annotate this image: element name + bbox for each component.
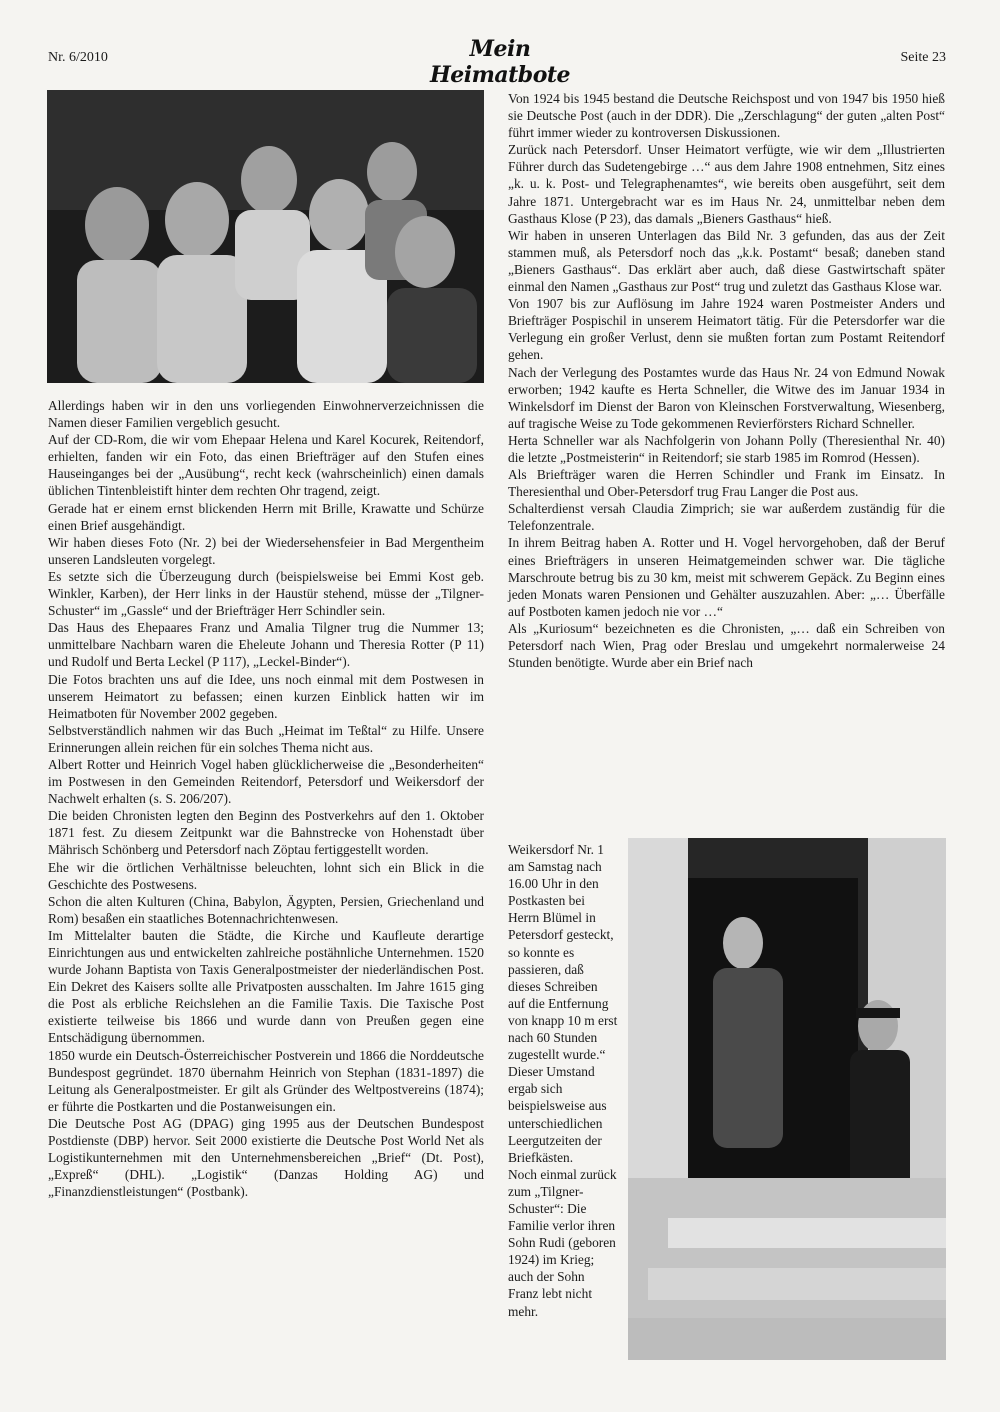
- paragraph: Weikersdorf Nr. 1 am Samstag nach 16.00 Uhr in den Postkasten bei Herrn Blümel in Petersdorf gesteckt, so konnte es passieren, daß dieses Schreiben auf die Entfernung von knapp 10 m erst nach 60 Stunden zugestellt wurde.“: [508, 842, 618, 1063]
- paragraph: Dieser Umstand ergab sich beispielsweise aus unterschiedlichen Leergutzeiten der Briefkästen.: [508, 1064, 607, 1165]
- paragraph: Gerade hat er einem ernst blickenden Herrn mit Brille, Krawatte und Schürze einen Brief ausgehändigt.: [48, 500, 484, 533]
- paragraph: Schalterdienst versah Claudia Zimprich; sie war außerdem zuständig für die Telefonzentrale.: [508, 501, 945, 534]
- paragraph: In ihrem Beitrag haben A. Rotter und H. Vogel hervorgehoben, daß der Beruf eines Briefträgers in unseren Heimatgemeinden schwer war. Die tägliche Marschroute betrug bis zu 30 km, meist mit schwerem Gepäck. Zu Beginn eines jeden Monats waren Pensionen und Gehälter auszuzahlen. Aber: „… Überfälle auf Postboten kamen jedoch nie vor …“: [508, 535, 945, 619]
- paragraph: Selbstverständlich nahmen wir das Buch „Heimat im Teßtal“ zu Hilfe. Unsere Erinnerungen allein reichen für ein solches Thema nicht aus.: [48, 722, 484, 755]
- left-text-column: [48, 397, 484, 1200]
- paragraph: Es setzte sich die Überzeugung durch (beispielsweise bei Emmi Kost geb. Winkler, Karben), der Herr links in der Haustür stehend, müsse der „Tilgner-Schuster“ im „Gassle“ und der Briefträger Herr Schindler sein.: [48, 568, 484, 619]
- postman-photo-image: [628, 838, 946, 1360]
- issue-number: Nr. 6/2010: [48, 50, 108, 65]
- children-group-photo: [47, 90, 484, 383]
- children-photo-image: [47, 90, 484, 383]
- paragraph: Von 1907 bis zur Auflösung im Jahre 1924 waren Postmeister Anders und Briefträger Pospischil in unserem Heimatort tätig. Für die Petersdorfer war die Verlegung ein großer Verlust, denn sie mußten fortan zum Postamt Reitendorf gehen.: [508, 296, 945, 363]
- paragraph: Von 1924 bis 1945 bestand die Deutsche Reichspost und von 1947 bis 1950 hieß sie Deutsche Post (auch in der DDR). Die „Zerschlagung“ der guten „alten Post“ führt immer wieder zu kontroversen Diskussionen.: [508, 91, 945, 141]
- paragraph: Auf der CD-Rom, die wir vom Ehepaar Helena und Karel Kocurek, Reitendorf, erhielten, fanden wir ein Foto, das einen Briefträger auf den Stufen eines Hauseinganges bei der „Ausübung“, recht keck (wahrscheinlich) einen damals üblichen Tintenbleistift hinter dem rechten Ohr tragend, zeigt.: [48, 432, 484, 499]
- paragraph: 1850 wurde ein Deutsch-Österreichischer Postverein und 1866 die Norddeutsche Bundespost gegründet. 1870 übernahm Heinrich von Stephan (1831-1897) die Leitung als Generalpostmeister. Er gilt als Gründer des Weltpostvereins (1874); er führte die Postkarten und die Postanweisungen ein.: [48, 1047, 484, 1114]
- paragraph: Die Fotos brachten uns auf die Idee, uns noch einmal mit dem Postwesen in unserem Heimatort zu befassen; einen kurzen Einblick hatten wir im Heimatboten für November 2002 gegeben.: [48, 671, 484, 721]
- paragraph: Noch einmal zurück zum „Tilgner-Schuster“: Die Familie verlor ihren Sohn Rudi (geboren 1924) im Krieg; auch der Sohn Franz lebt nicht mehr.: [508, 1166, 617, 1319]
- paragraph: Das Haus des Ehepaares Franz und Amalia Tilgner trug die Nummer 13; unmittelbare Nachbarn waren die Eheleute Johann und Theresia Rotter (P 11) und Rudolf und Berta Leckel (P 117), „Leckel-Binder“).: [48, 620, 484, 670]
- narrow-text-column: [508, 841, 618, 1320]
- paragraph: Im Mittelalter bauten die Städte, die Kirche und Kaufleute derartige Einrichtungen aus und entwickelten zahlreiche postähnliche Unternehmen. 1520 wurde Johann Baptista von Taxis Generalpostmeister der niederländischen Post. Ein Dekret des Kaisers sollte alle Privatposten ausschalten. Im Jahre 1615 ging die Post als erbliche Reichslehen an die Familie Taxis. Die Taxische Post existierte teilweise bis 1866 und wurde dann von Preußen gegen eine Entschädigung übernommen.: [48, 927, 484, 1046]
- paragraph: Schon die alten Kulturen (China, Babylon, Ägypten, Persien, Griechenland und Rom) besaßen ein staatliches Botennachrichtenwesen.: [48, 893, 484, 926]
- paragraph: Nach der Verlegung des Postamtes wurde das Haus Nr. 24 von Edmund Nowak erworben; 1942 kaufte es Herta Schneller, die Witwe des im Januar 1934 in Winkelsdorf im Dienst der Baron von Kleinschen Forstverwaltung, Wiesenberg, auf tragische Weise zu Tode gekommenen Revierförsters Richard Schneller.: [508, 364, 945, 431]
- postman-photo: [628, 838, 946, 1360]
- paragraph: Als Briefträger waren die Herren Schindler und Frank im Einsatz. In Theresienthal und Ober-Petersdorf trug Frau Langer die Post aus.: [508, 467, 945, 500]
- paragraph: Als „Kuriosum“ bezeichneten es die Chronisten, „… daß ein Schreiben von Petersdorf nach Wien, Prag oder Breslau und umgekehrt normalerweise 24 Stunden benötigte. Wurde aber ein Brief nach: [508, 620, 945, 671]
- paragraph: Ehe wir die örtlichen Verhältnisse beleuchten, lohnt sich ein Blick in die Geschichte des Postwesens.: [48, 859, 484, 892]
- paragraph: Albert Rotter und Heinrich Vogel haben glücklicherweise die „Besonderheiten“ im Postwesen in den Gemeinden Reitendorf, Petersdorf und Weikersdorf der Nachwelt erhalten (s. S. 206/207).: [48, 756, 484, 807]
- paragraph: Allerdings haben wir in den uns vorliegenden Einwohnerverzeichnissen die Namen dieser Familien vergeblich gesucht.: [48, 398, 484, 431]
- page-number: Seite 23: [900, 50, 946, 65]
- paragraph: Wir haben in unseren Unterlagen das Bild Nr. 3 gefunden, das aus der Zeit stammen muß, als Petersdorf noch das „k.k. Postamt“ besaß; daneben stand „Bieners Gasthaus“. Das erklärt aber auch, daß diese Gastwirtschaft später einmal den Namen „Gasthaus zur Post“ trug und zuletzt das Gasthaus Klose war.: [508, 227, 945, 295]
- right-text-column: [508, 90, 945, 671]
- paragraph: Herta Schneller war als Nachfolgerin von Johann Polly (Theresienthal Nr. 40) die letzte „Postmeisterin“ in Reitendorf; sie starb 1985 im Romrod (Hessen).: [508, 432, 945, 465]
- paragraph: Zurück nach Petersdorf. Unser Heimatort verfügte, wie wir dem „Illustrierten Führer durch das Sudetengebirge …“ aus dem Jahre 1908 entnehmen, Sitz eines „k. u. k. Post- und Telegraphenamtes“, wie bereits oben ausgeführt, seit dem Jahre 1871. Untergebracht war es im Haus Nr. 24, unmittelbar neben dem Gasthaus Klose (P 23), das damals „Bieners Gasthaus“ hieß.: [508, 142, 945, 226]
- paragraph: Wir haben dieses Foto (Nr. 2) bei der Wiedersehensfeier in Bad Mergentheim unseren Landsleuten vorgelegt.: [48, 534, 484, 567]
- paragraph: Die beiden Chronisten legten den Beginn des Postverkehrs auf den 1. Oktober 1871 fest. Zu diesem Zeitpunkt war die Bahnstrecke von Hohenstadt über Mährisch Schönberg und Petersdorf nach Zöptau fertiggestellt worden.: [48, 808, 484, 858]
- masthead-logo: Mein Heimatbote: [429, 36, 571, 88]
- paragraph: Die Deutsche Post AG (DPAG) ging 1995 aus der Deutschen Bundespost Postdienste (DBP) hervor. Seit 2000 existierte die Deutsche Post World Net als Logistikunternehmen mit den Unternehmensbereichen „Brief“ (Dt. Post), „Expreß“ (DHL). „Logistik“ (Danzas Holding AG) und „Finanzdienstleistungen“ (Postbank).: [48, 1115, 484, 1200]
